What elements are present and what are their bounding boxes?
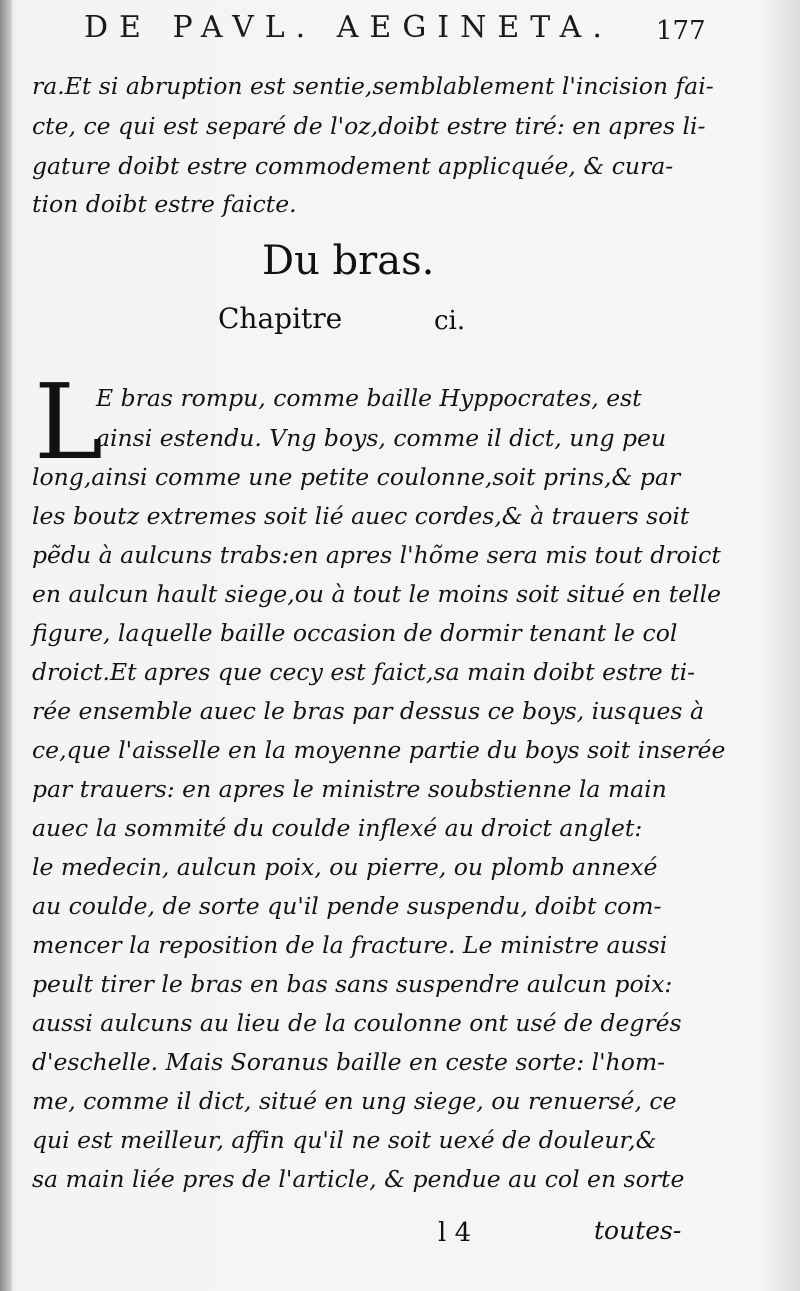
body-line: pẽdu à aulcuns trabs:en apres l'hõme sera mis tout droict	[32, 541, 721, 569]
page-gutter-shadow	[0, 0, 12, 1291]
body-line: E bras rompu, comme baille Hyppocrates, est	[96, 384, 642, 412]
body-line: sa main liée pres de l'article, & pendue au col en sorte	[32, 1165, 685, 1193]
intro-line: tion doibt estre faicte.	[32, 190, 297, 218]
intro-line: cte, ce qui est separé de l'oz,doibt estre tiré: en apres li-	[32, 112, 706, 140]
body-line: figure, laquelle baille occasion de dormir tenant le col	[32, 619, 678, 647]
body-line: en aulcun hault siege,ou à tout le moins soit situé en telle	[32, 580, 722, 608]
page-number: 177	[656, 16, 706, 46]
drop-capital: L	[34, 361, 104, 483]
body-line: par trauers: en apres le ministre soubstienne la main	[32, 775, 667, 803]
body-line: d'eschelle. Mais Soranus baille en ceste sorte: l'hom-	[32, 1048, 666, 1076]
body-line: rée ensemble auec le bras par dessus ce boys, iusques à	[32, 697, 704, 725]
body-line: les boutz extremes soit lié auec cordes,& à trauers soit	[32, 502, 690, 530]
signature-mark: l 4	[438, 1218, 472, 1248]
body-line: ce,que l'aisselle en la moyenne partie du boys soit inserée	[32, 736, 726, 764]
body-line: mencer la reposition de la fracture. Le ministre aussi	[32, 931, 668, 959]
body-line: auec la sommité du coulde inflexé au droict anglet:	[32, 814, 643, 842]
body-line: me, comme il dict, situé en ung siege, ou renuersé, ce	[32, 1087, 677, 1115]
body-line: droict.Et apres que cecy est faict,sa main doibt estre ti-	[32, 658, 696, 686]
intro-line: gature doibt estre commodement applicquée, & cura-	[32, 152, 674, 180]
section-title: Du bras.	[262, 238, 435, 284]
running-title: DE PAVL. AEGINETA.	[84, 10, 613, 45]
body-line: le medecin, aulcun poix, ou pierre, ou plomb annexé	[32, 853, 658, 881]
body-line: peult tirer le bras en bas sans suspendre aulcun poix:	[32, 970, 673, 998]
chapter-label: Chapitre	[218, 302, 343, 335]
body-line: au coulde, de sorte qu'il pende suspendu, doibt com-	[32, 892, 662, 920]
intro-line: ra.Et si abruption est sentie,semblablement l'incision fai-	[32, 72, 714, 100]
body-line: long,ainsi comme une petite coulonne,soit prins,& par	[32, 463, 681, 491]
body-line: ainsi estendu. Vng boys, comme il dict, ung peu	[96, 424, 667, 452]
body-line: aussi aulcuns au lieu de la coulonne ont usé de degrés	[32, 1009, 682, 1037]
catchword: toutes-	[594, 1216, 682, 1245]
chapter-number: ci.	[434, 306, 466, 336]
body-line: qui est meilleur, affin qu'il ne soit uexé de douleur,&	[32, 1126, 657, 1154]
